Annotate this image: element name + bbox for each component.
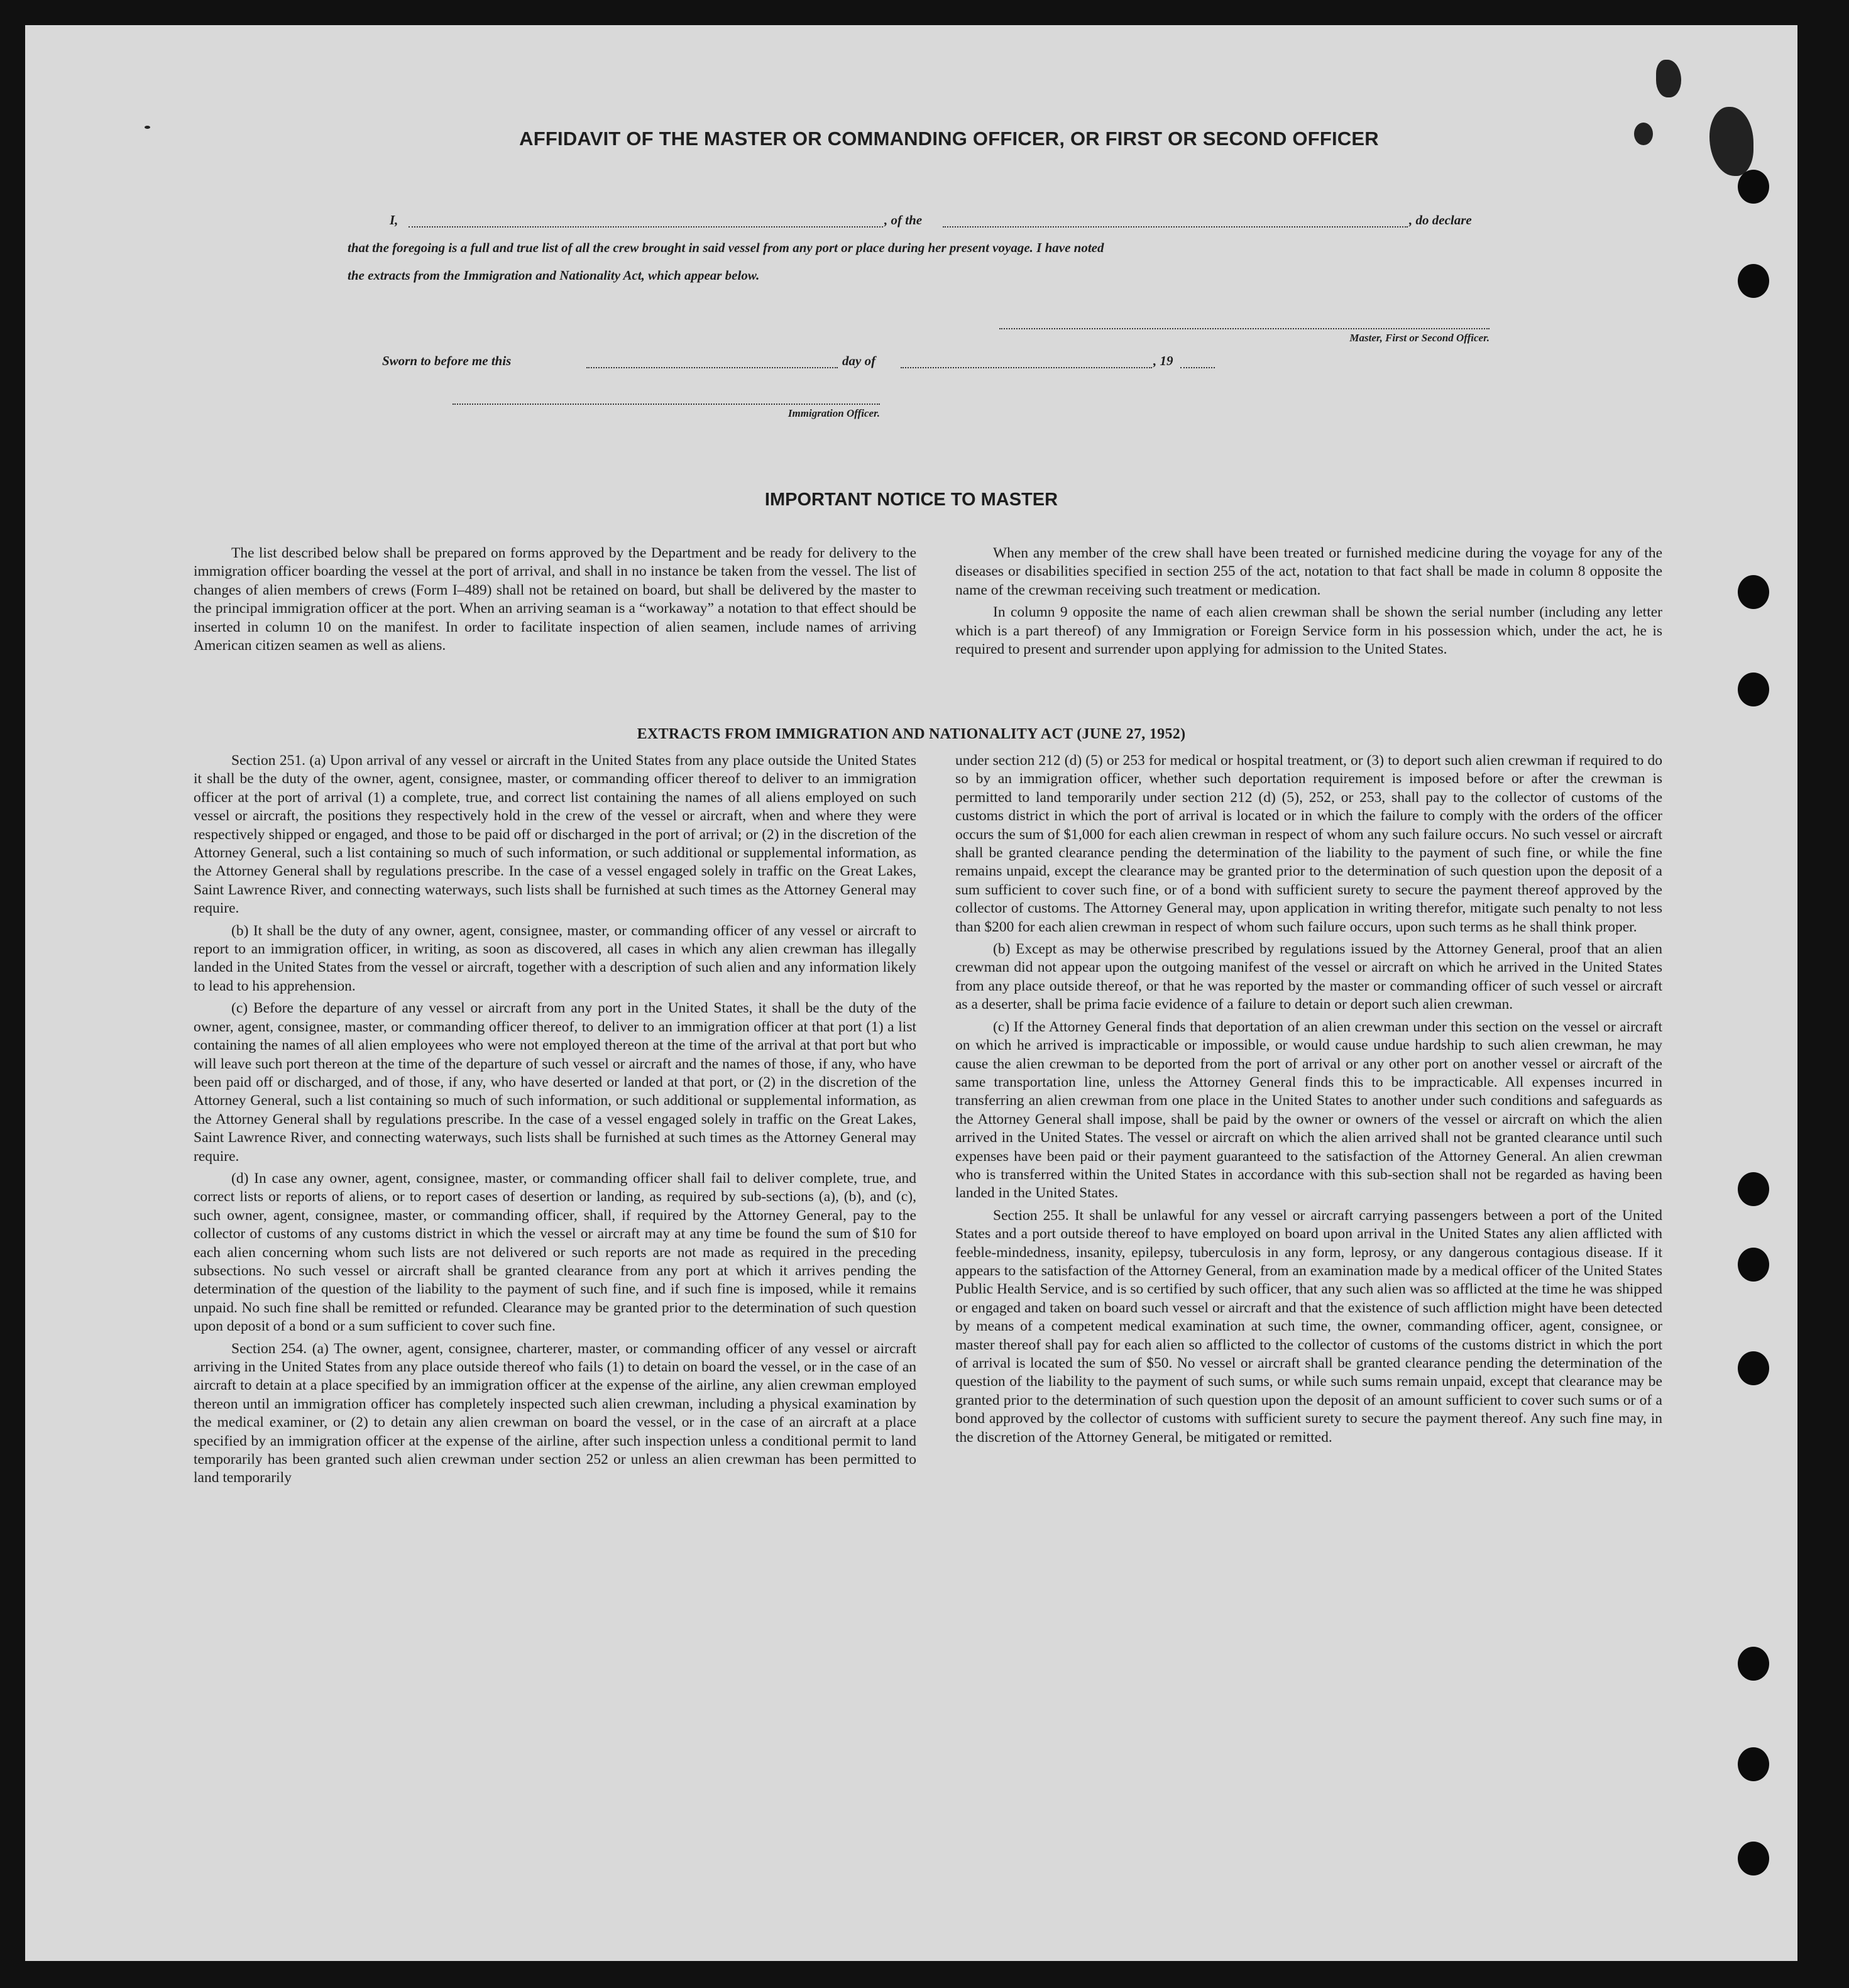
speck (145, 126, 150, 129)
section-254a-continued: under section 212 (d) (5) or 253 for medical or hospital treatment, or (3) to deport such alien crewman if required to do so by an immigration officer, whether such deportation requirement is imposed before or after the crewman is permitted to land temporarily under section 212 (d) (5), 252, or 253, shall pay to the collector of customs of the customs district in which the port of arrival is located or in which the failure to comply with the orders of the officer occurs the sum of $1,000 for each alien crewman in respect of whom any such failure occurs. No such vessel or aircraft shall be granted clearance pending the determination of the liability to the payment of such fine, or while the fine remains unpaid, except the clearance may be granted prior to the determination of such question upon the deposit of a sum sufficient to cover such fine, or of a bond with sufficient surety to secure the payment thereof approved by the collector of customs. The Attorney General may, upon application in writing therefor, mitigate such penalty to not less than $200 for each alien crewman in respect of whom such failure occurs, upon such terms as he shall think proper. (955, 752, 1662, 935)
year-label: , 19 (1153, 353, 1173, 368)
binder-hole (1738, 1248, 1769, 1282)
binder-hole (1738, 1647, 1769, 1681)
binder-hole (1738, 1172, 1769, 1206)
ink-blot (1656, 60, 1681, 97)
affidavit-statement-line-2: the extracts from the Immigration and Nationality Act, which appear below. (348, 268, 760, 283)
binder-hole (1738, 1842, 1769, 1875)
declarant-label: I, (390, 212, 398, 228)
declarant-name-field (409, 217, 883, 228)
notice-paragraph: When any member of the crew shall have been treated or furnished medicine during the voyage for any of the diseases or disabilities specified in section 255 of the act, notation to that fact shall be made in column 8 opposite the name of the crewman receiving such treatment or medication. (955, 545, 1662, 598)
notice-right-column (955, 544, 1662, 662)
vessel-label: , of the (884, 212, 923, 228)
document-page (25, 25, 1797, 1961)
section-254c: (c) If the Attorney General finds that deportation of an alien crewman under this section on the vessel or aircraft on which he arrived is impracticable or impossible, or would cause undue hardship to such alien crewman, he may cause the alien crewman to be deported from the port of arrival or any other port on another vessel or aircraft of the same transportation line, unless the Attorney General finds this to be impracticable. All expenses incurred in transferring an alien crewman from one place in the United States to another under such conditions and safeguards as the Attorney General shall impose, shall be paid by the owner or owners of the vessel or aircraft on which the alien arrived in the United States. The vessel or aircraft on which the alien arrived shall not be granted clearance until such expenses have been paid or their payment guaranteed to the satisfaction of the Attorney General. An alien crewman who is transferred within the United States in accordance with this sub-section shall not be regarded as having been landed in the United States. (955, 1018, 1662, 1202)
sworn-day-field (586, 358, 838, 368)
binder-hole (1738, 673, 1769, 706)
ink-blot (1709, 107, 1753, 176)
vessel-name-field (943, 217, 1408, 228)
affidavit-statement-line: that the foregoing is a full and true list of all the crew brought in said vessel from any port or place during her present voyage. I have noted (348, 240, 1104, 255)
declare-label: , do declare (1409, 212, 1472, 228)
extracts-title: EXTRACTS FROM IMMIGRATION AND NATIONALITY ACT (JUNE 27, 1952) (637, 726, 1186, 742)
section-255: Section 255. It shall be unlawful for any vessel or aircraft carrying passengers between a port of the United States and a port outside thereof to have employed on board upon arrival in the United States any alien afflicted with feeble-mindedness, insanity, epilepsy, tuberculosis in any form, leprosy, or any dangerous contagious disease. If it appears to the satisfaction of the Attorney General, from an examination made by a medical officer of the United States Public Health Service, and is so certified by such officer, that any such alien was so afflicted at the time he was shipped or engaged and taken on board such vessel or aircraft and that the existence of such affliction might have been detected by means of a competent medical examination at such time, the owner, commanding officer, agent, consignee, or master thereof shall pay for each alien so afflicted to the collector of customs of the customs district in which the port of arrival is located the sum of $50. No vessel or aircraft shall be granted clearance pending the determination of the question of the liability to the payment of such sums, or while such sums remain unpaid, except that clearance may be granted prior to the determination of such question upon the deposit of an amount sufficient to cover such sums or of a bond approved by the collector of customs with sufficient surety to secure the payment thereof. Any such fine may, in the discretion of the Attorney General, be mitigated or remitted. (955, 1207, 1662, 1446)
section-254b: (b) Except as may be otherwise prescribed by regulations issued by the Attorney General, proof that an alien crewman did not appear upon the outgoing manifest of the vessel or aircraft on which he arrived in the United States from any place outside thereof, or that he was reported by the master or commanding officer of such vessel or aircraft as a deserter, shall be prima facie evidence of a failure to detain or deport such alien crewman. (955, 941, 1662, 1013)
binder-hole (1738, 1747, 1769, 1781)
section-251b: (b) It shall be the duty of any owner, agent, consignee, master, or commanding officer of any vessel or aircraft to report to an immigration officer, in writing, as soon as discovered, all cases in which any alien crewman has illegally landed in the United States from the vessel or aircraft, together with a description of such alien and any information likely to lead to his apprehension. (194, 922, 916, 994)
master-signature-caption: Master, First or Second Officer. (1349, 332, 1490, 344)
sworn-month-field (901, 358, 1152, 368)
affidavit-title: AFFIDAVIT OF THE MASTER OR COMMANDING OFFICER, OR FIRST OR SECOND OFFICER (519, 128, 1379, 150)
immigration-officer-caption: Immigration Officer. (787, 407, 880, 419)
binder-hole (1738, 170, 1769, 204)
day-of-label: day of (842, 353, 876, 368)
binder-hole (1738, 264, 1769, 298)
section-251c: (c) Before the departure of any vessel or aircraft from any port in the United States, it shall be the duty of the owner, agent, consignee, master, or commanding officer thereof, to deliver to an immigration officer at that port (1) a list containing the names of all alien employees who were not employed thereon at the time of the arrival at that port but who will leave such port thereon at the time of the departure of such vessel or aircraft and the names of those, if any, who have been paid off or discharged, and of those, if any, who have deserted or landed at that port, or (2) in the discretion of the Attorney General, such a list containing so much of such information, or such additional or supplemental information, as the Attorney General shall by regulations prescribe. In the case of a vessel engaged solely in traffic on the Great Lakes, Saint Lawrence River, and connecting waterways, such lists shall be furnished at such times as the Attorney General may require. (194, 1000, 916, 1165)
ink-blot (1634, 123, 1653, 145)
sworn-label: Sworn to before me this (382, 353, 512, 368)
section-251d: (d) In case any owner, agent, consignee, master, or commanding officer shall fail to deliver complete, true, and correct lists or reports of aliens, or to report cases of desertion or landing, as required by sub-sections (a), (b), and (c), such owner, agent, consignee, master, or commanding officer, shall, if required by the Attorney General, pay to the collector of customs of any customs district in which the vessel or aircraft may at any time be found the sum of $10 for each alien concerning whom such lists are not delivered or such reports are not made as required in the preceding subsections. No such vessel or aircraft shall be granted clearance from any port at which it arrives pending the determination of the question of the liability to the payment of such fine, and if such fine is imposed, while it remains unpaid. No such fine shall be remitted or refunded. Clearance may be granted prior to the determination of such question upon deposit of a bond or a sum sufficient to cover such fine. (194, 1170, 916, 1335)
binder-hole (1738, 1351, 1769, 1385)
extracts-left-column (194, 752, 916, 1491)
sworn-year-field (1180, 358, 1215, 368)
section-254a: Section 254. (a) The owner, agent, consignee, charterer, master, or commanding officer of any vessel or aircraft arriving in the United States from any place outside thereof who fails (1) to detain on board the vessel, or in the case of an aircraft to detain at a place specified by an immigration officer at the expense of the airline, any alien crewman employed thereon until an immigration officer has completely inspected such alien crewman, including a physical examination by the medical examiner, or (2) to detain any alien crewman on board the vessel, or in the case of an aircraft at a place specified by an immigration officer at the expense of the airline, after such inspection unless a conditional permit to land temporarily has been granted such alien crewman under section 252 or unless an alien crewman has been permitted to land temporarily (194, 1340, 916, 1486)
notice-left-column (194, 544, 916, 659)
notice-paragraph: The list described below shall be prepared on forms approved by the Department and be ready for delivery to the immigration officer boarding the vessel at the port of arrival, and shall in no instance be taken from the vessel. The list of changes of alien members of crews (Form I–489) shall not be retained on board, but shall be delivered by the master to the principal immigration officer at the port. When an arriving seaman is a “workaway” a notation to that effect should be inserted in column 10 on the manifest. In order to facilitate inspection of alien seamen, include names of arriving American citizen seamen as well as aliens. (194, 545, 916, 654)
section-251a: Section 251. (a) Upon arrival of any vessel or aircraft in the United States from any place outside the United States it shall be the duty of the owner, agent, consignee, master, or commanding officer thereof to deliver to an immigration officer at the port of arrival (1) a complete, true, and correct list containing the names of all aliens employed on such vessel or aircraft, the positions they respectively hold in the crew of the vessel or aircraft, when and where they were respectively shipped or engaged, and those to be paid off or discharged in the port of arrival; or (2) in the discretion of the Attorney General, such a list containing so much of such information, or such additional or supplemental information, as the Attorney General shall by regulations prescribe. In the case of a vessel engaged solely in traffic on the Great Lakes, Saint Lawrence River, and connecting waterways, such lists shall be furnished at such times as the Attorney General may require. (194, 752, 916, 917)
notice-paragraph: In column 9 opposite the name of each alien crewman shall be shown the serial number (including any letter which is a part thereof) of any Immigration or Foreign Service form in his possession which, under the act, he is required to present and surrender upon applying for admission to the United States. (955, 604, 1662, 658)
binder-hole (1738, 575, 1769, 609)
notice-title: IMPORTANT NOTICE TO MASTER (764, 490, 1058, 510)
immigration-officer-signature-line (453, 402, 880, 405)
extracts-right-column (955, 752, 1662, 1451)
master-signature-line (999, 327, 1490, 329)
